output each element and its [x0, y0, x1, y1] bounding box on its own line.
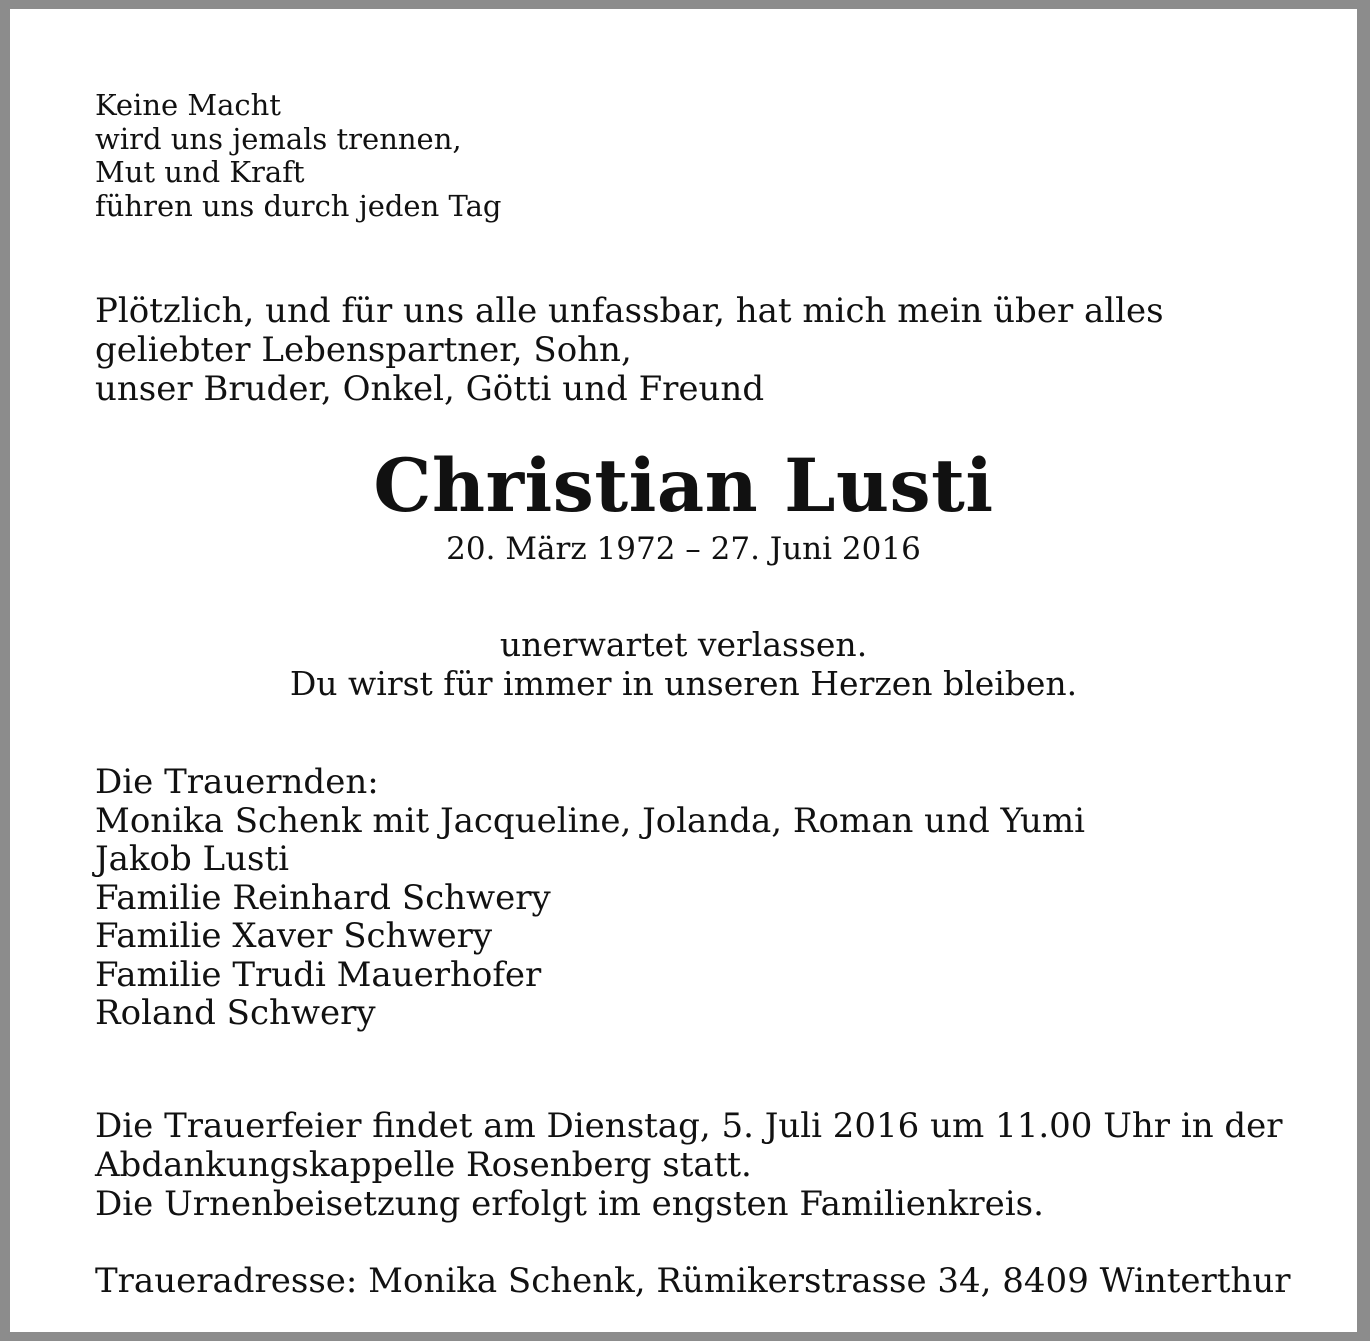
intro-paragraph: [95, 292, 1164, 409]
mourner-entry: Monika Schenk mit Jacqueline, Jolanda, Roman und Yumi: [95, 800, 1086, 841]
motto-line: wird uns jemals trennen,: [95, 121, 462, 156]
mourner-entry: Jakob Lusti: [95, 839, 290, 879]
mourner-entry: Familie Trudi Mauerhofer: [95, 954, 542, 995]
motto-verse: [95, 89, 501, 223]
funeral-service-info: [95, 1107, 1283, 1224]
service-line: Abdankungskappelle Rosenberg statt.: [95, 1145, 752, 1185]
mourner-entry: Familie Xaver Schwery: [95, 916, 493, 956]
life-dates: 20. März 1972 – 27. Juni 2016: [446, 531, 921, 567]
service-line: Die Urnenbeisetzung erfolgt im engsten Familienkreis.: [95, 1184, 1044, 1224]
motto-line: führen uns durch jeden Tag: [95, 188, 502, 223]
motto-line: Mut und Kraft: [95, 155, 305, 189]
mourner-entry: Roland Schwery: [95, 993, 376, 1033]
motto-line: Keine Macht: [95, 88, 281, 122]
mourner-entry: Familie Reinhard Schwery: [95, 877, 551, 918]
deceased-name: Christian Lusti: [373, 443, 994, 529]
intro-line: geliebter Lebenspartner, Sohn,: [95, 330, 632, 370]
closing-line: unerwartet verlassen.: [499, 625, 868, 664]
obituary-notice: [10, 9, 1357, 1332]
closing-line: Du wirst für immer in unseren Herzen bleiben.: [289, 664, 1078, 703]
mourners-heading: Die Trauernden:: [95, 762, 379, 802]
intro-line: Plötzlich, und für uns alle unfassbar, hat mich mein über alles: [95, 291, 1164, 331]
mourning-address: Traueradresse: Monika Schenk, Rümikerstrasse 34, 8409 Winterthur: [95, 1261, 1291, 1301]
closing-lines: [10, 625, 1357, 703]
service-line: Die Trauerfeier findet am Dienstag, 5. Juli 2016 um 11.00 Uhr in der: [95, 1106, 1283, 1146]
intro-line: unser Bruder, Onkel, Götti und Freund: [95, 369, 765, 409]
mourners-list: [95, 763, 1085, 1033]
